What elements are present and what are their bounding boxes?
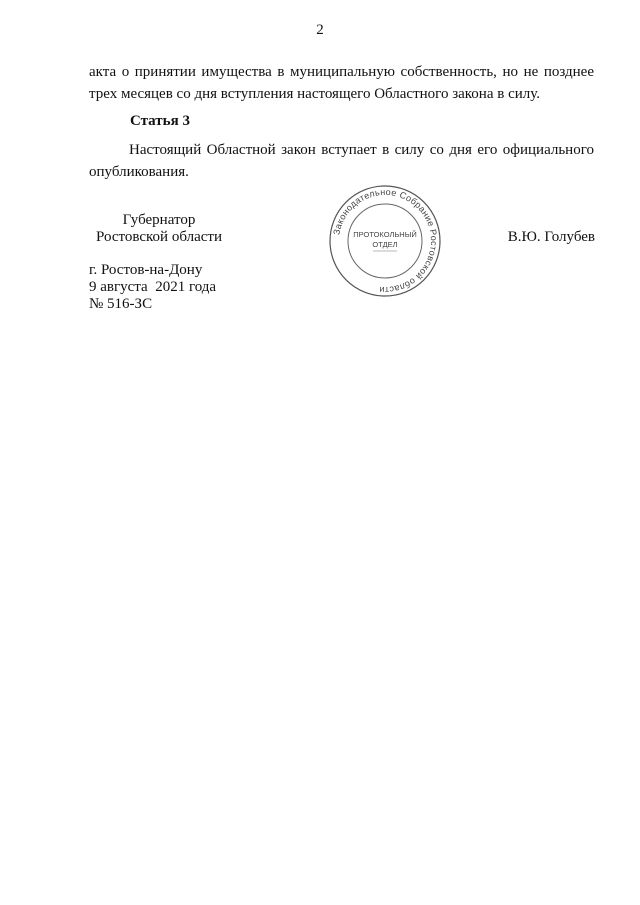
article-heading: Статья 3 [130, 113, 190, 129]
signatory-position-line-1: Губернатор [122, 212, 196, 228]
page-number: 2 [316, 22, 324, 38]
city: г. Ростов-на-Дону [89, 262, 203, 278]
stamp-center-line-1: ПРОТОКОЛЬНЫЙ [353, 230, 417, 239]
signatory-position-line-2: Ростовской области [96, 229, 222, 245]
official-stamp [327, 183, 443, 299]
stamp-center-line-2: ОТДЕЛ [372, 240, 398, 249]
stamp-seal-icon [327, 183, 443, 299]
place-date-block [89, 262, 216, 313]
signatory-name: В.Ю. Голубев [507, 229, 595, 245]
law-number: № 516-ЗС [89, 296, 153, 312]
stamp-ring-text: Законодательное Собрание Ростовской области [331, 186, 440, 296]
article-text: Настоящий Областной закон вступает в силу со дня его официального опубликования. [89, 142, 594, 180]
signatory-position [89, 212, 229, 246]
date: 9 августа 2021 года [89, 279, 217, 295]
paragraph-continuation: акта о принятии имущества в муниципальную собственность, но не позднее трех месяцев со дня вступления настоящего Областного закона в силу. [89, 64, 594, 102]
